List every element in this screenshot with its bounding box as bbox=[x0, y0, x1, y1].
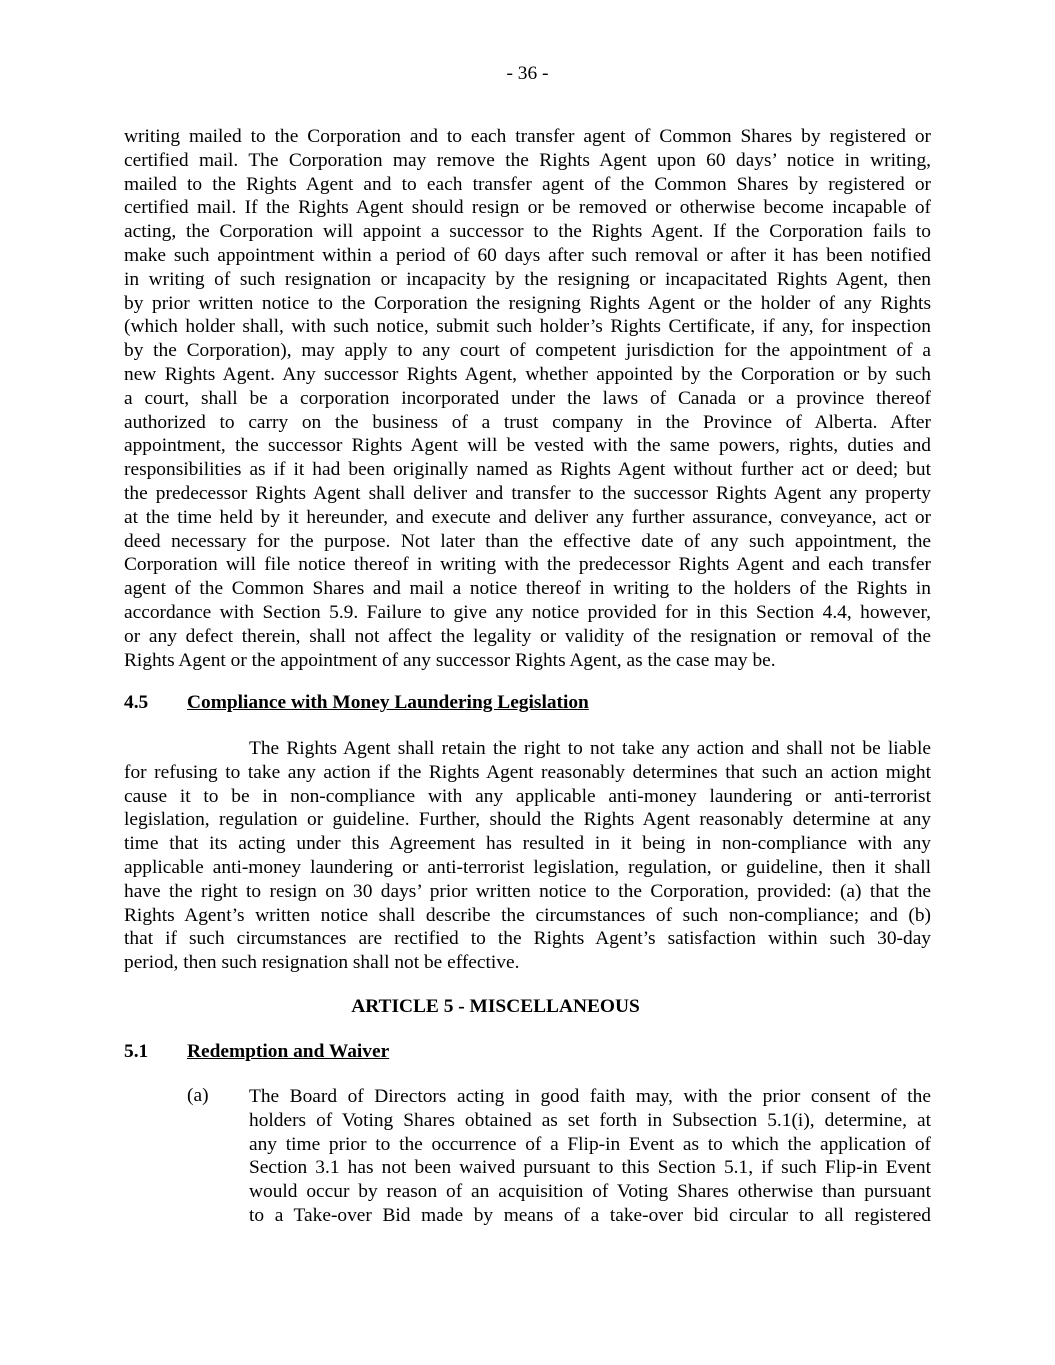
text-line: deed necessary for the purpose. Not later than the effective date of any such appointment, the bbox=[124, 530, 931, 552]
text-line: have the right to resign on 30 days’ prior written notice to the Corporation, provided: (a) that the bbox=[124, 880, 931, 902]
section-4-5-title: Compliance with Money Laundering Legislation bbox=[187, 692, 589, 713]
section-5-1-number: 5.1 bbox=[124, 1041, 149, 1062]
text-line: at the time held by it hereunder, and execute and deliver any further assurance, conveyance, act or bbox=[124, 506, 931, 528]
text-line: in writing of such resignation or incapacity by the resigning or incapacitated Rights Agent, then bbox=[124, 268, 931, 290]
text-line: by the Corporation), may apply to any court of competent jurisdiction for the appointment of a bbox=[124, 340, 931, 362]
page-number: - 36 - bbox=[506, 63, 549, 84]
text-line: appointment, the successor Rights Agent will be vested with the same powers, rights, duties and bbox=[124, 435, 931, 457]
text-line: cause it to be in non-compliance with any applicable anti-money laundering or anti-terrorist bbox=[124, 785, 931, 807]
text-line: writing mailed to the Corporation and to each transfer agent of Common Shares by registered or bbox=[124, 126, 931, 147]
text-line: applicable anti-money laundering or anti-terrorist legislation, regulation, or guideline, then it shall bbox=[124, 857, 931, 878]
section-5-1-title: Redemption and Waiver bbox=[187, 1041, 390, 1062]
text-line: make such appointment within a period of 60 days after such removal or after it has been notified bbox=[124, 245, 931, 266]
text-line: agent of the Common Shares and mail a notice thereof in writing to the holders of the Rights in bbox=[124, 578, 931, 600]
text-line: the predecessor Rights Agent shall deliver and transfer to the successor Rights Agent any property bbox=[124, 483, 931, 504]
item-a-label: (a) bbox=[187, 1085, 209, 1106]
text-line: new Rights Agent. Any successor Rights Agent, whether appointed by the Corporation or by such bbox=[124, 364, 931, 385]
text-line: or any defect therein, shall not affect the legality or validity of the resignation or removal of the bbox=[124, 625, 931, 647]
text-line: Rights Agent or the appointment of any successor Rights Agent, as the case may be. bbox=[124, 649, 776, 671]
text-line: period, then such resignation shall not be effective. bbox=[124, 952, 520, 974]
text-line: responsibilities as if it had been originally named as Rights Agent without further act or deed; but bbox=[124, 459, 931, 481]
text-line: Corporation will file notice thereof in writing with the predecessor Rights Agent and each transfer bbox=[124, 554, 931, 576]
text-line: The Board of Directors acting in good faith may, with the prior consent of the bbox=[249, 1086, 931, 1107]
text-line: by prior written notice to the Corporation the resigning Rights Agent or the holder of any Rights bbox=[124, 292, 931, 314]
text-line: (which holder shall, with such notice, submit such holder’s Rights Certificate, if any, for inspection bbox=[124, 316, 931, 338]
text-line: time that its acting under this Agreement has resulted in it being in non-compliance with any bbox=[124, 833, 931, 855]
text-line: mailed to the Rights Agent and to each transfer agent of the Common Shares by registered or bbox=[124, 173, 931, 195]
text-line: Section 3.1 has not been waived pursuant to this Section 5.1, if such Flip-in Event bbox=[249, 1157, 931, 1179]
section-4-5-number: 4.5 bbox=[124, 692, 149, 713]
text-line: that if such circumstances are rectified to the Rights Agent’s satisfaction within such 30-day bbox=[124, 928, 931, 950]
text-line: accordance with Section 5.9. Failure to give any notice provided for in this Section 4.4, however, bbox=[124, 602, 931, 623]
text-line: The Rights Agent shall retain the right to not take any action and shall not be liable bbox=[249, 738, 931, 759]
text-line: certified mail. The Corporation may remove the Rights Agent upon 60 days’ notice in writing, bbox=[124, 149, 931, 171]
text-line: any time prior to the occurrence of a Flip-in Event as to which the application of bbox=[249, 1133, 931, 1155]
article-5-heading: ARTICLE 5 - MISCELLANEOUS bbox=[351, 996, 640, 1017]
text-line: acting, the Corporation will appoint a successor to the Rights Agent. If the Corporation fails to bbox=[124, 221, 931, 243]
text-line: authorized to carry on the business of a trust company in the Province of Alberta. After bbox=[124, 411, 931, 433]
text-line: legislation, regulation or guideline. Further, should the Rights Agent reasonably determine at any bbox=[124, 809, 931, 831]
text-line: for refusing to take any action if the Rights Agent reasonably determines that such an action might bbox=[124, 761, 931, 783]
text-line: certified mail. If the Rights Agent should resign or be removed or otherwise become incapable of bbox=[124, 197, 931, 219]
text-line: would occur by reason of an acquisition of Voting Shares otherwise than pursuant bbox=[249, 1181, 931, 1203]
text-line: a court, shall be a corporation incorporated under the laws of Canada or a province thereof bbox=[124, 387, 931, 409]
text-line: to a Take-over Bid made by means of a take-over bid circular to all registered bbox=[249, 1205, 931, 1226]
text-line: holders of Voting Shares obtained as set forth in Subsection 5.1(i), determine, at bbox=[249, 1109, 931, 1131]
text-line: Rights Agent’s written notice shall describe the circumstances of such non-compliance; and (b) bbox=[124, 904, 931, 926]
